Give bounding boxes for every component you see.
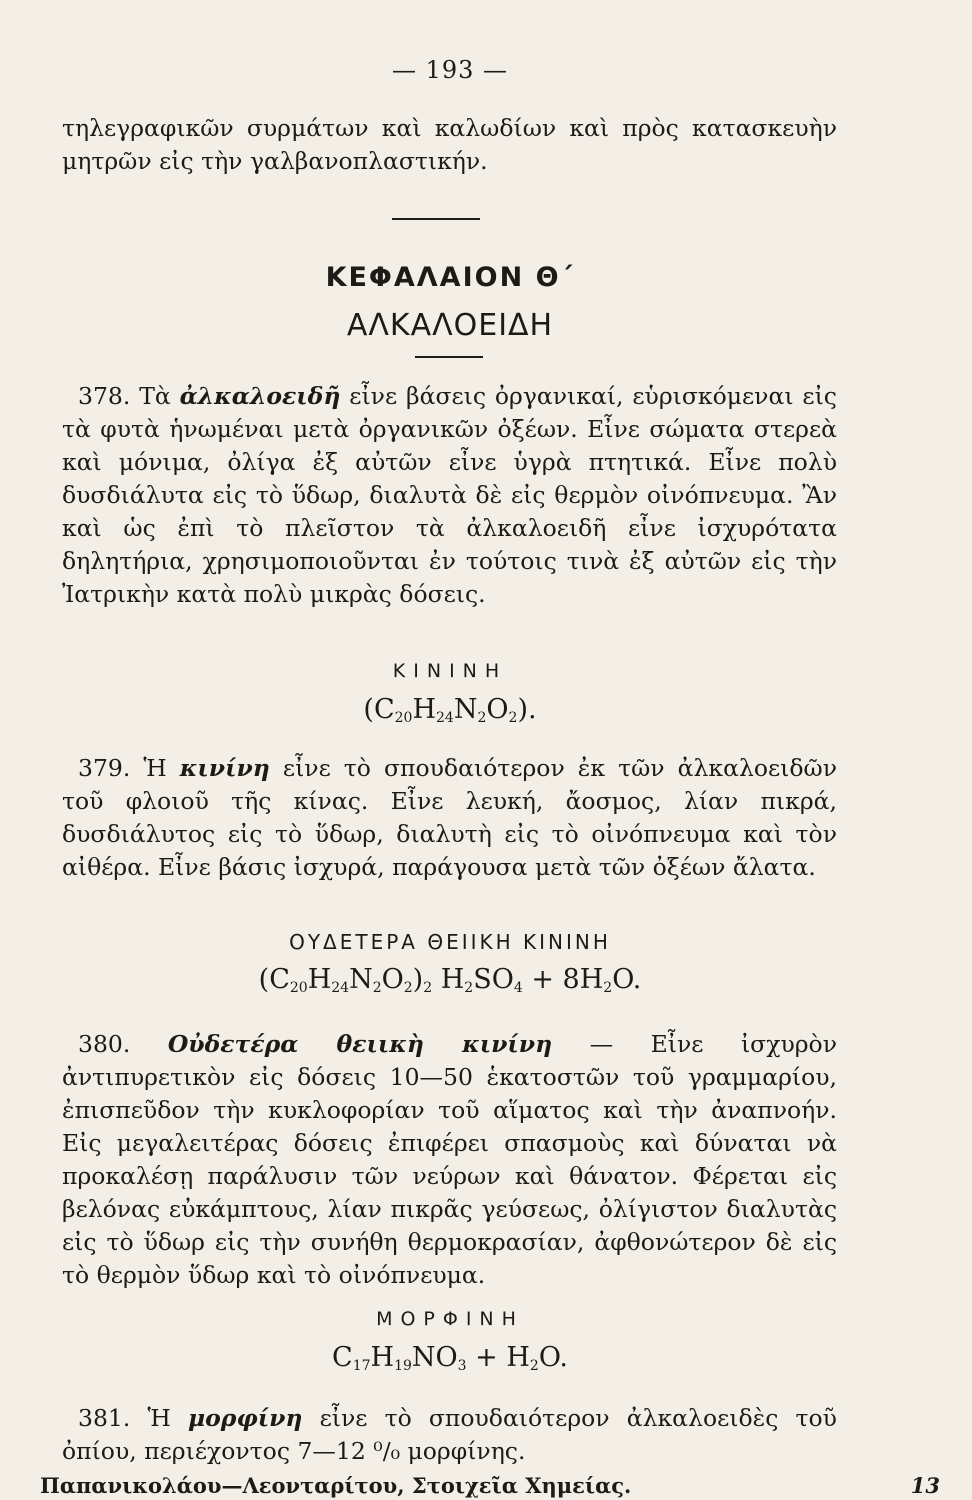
paragraph-text: εἶνε βάσεις ὀργανικαί, εὑρισκόμεναι εἰς τὰ φυτὰ ἡνωμέναι μετὰ ὀργανικῶν ὀξέων. Εἶνε σώματα στερεὰ καὶ μόνιμα, ὀλίγα ἐξ αὐτῶν εἶνε ὑγρὰ πτητικά. Εἶνε πολὺ δυσδιάλυτα εἰς τὸ ὕδωρ, διαλυτὰ δὲ εἰς θερμὸν οἰνόπνευμα. Ἂν καὶ ὡς ἐπὶ τὸ πλεῖστον τὰ ἀλκαλοειδῆ εἶνε ἰσχυρότατα δηλητήρια, χρησιμοποιοῦνται ἐν τούτοις τινὰ ἐξ αὐτῶν εἰς τὴν Ἰατρικὴν κατὰ πολὺ μικρὰς δόσεις. xyxy=(62,382,837,608)
paragraph-number: 381. xyxy=(78,1404,131,1432)
term-quinine: κινίνη xyxy=(179,754,270,782)
paragraph-text: εἶνε τὸ σπουδαιότερον ἀλκαλοειδὲς τοῦ ὀπίου, περιέχοντος 7—12 ⁰/₀ μορφίνης. xyxy=(62,1404,837,1465)
paragraph-text: — Εἶνε ἰσχυρὸν ἀντιπυρετικὸν εἰς δόσεις 10—50 ἑκατοστῶν τοῦ γραμμαρίου, ἐπισπεῦδον τὴν κυκλοφορίαν τοῦ αἵματος καὶ τὴν ἀναπνοήν. Εἰς μεγαλειτέρας δόσεις ἐπιφέρει σπασμοὺς καὶ δύναται νὰ προκαλέσῃ παράλυσιν τῶν νεύρων καὶ θάνατον. Φέρεται εἰς βελόνας εὐκάμπτους, λίαν πικρᾶς γεύσεως, ὀλίγιστον διαλυτὰς εἰς τὸ ὕδωρ εἰς τὴν συνήθη θερμοκρασίαν, ἀφθονώτερον δὲ εἰς τὸ θερμὸν ὕδωρ καὶ τὸ οἰνόπνευμα. xyxy=(62,1030,837,1289)
paragraph-381 xyxy=(62,1402,837,1468)
page-number: — 193 — xyxy=(391,56,509,84)
footer-citation: Παπανικολάου—Λεονταρίτου, Στοιχεῖα Χημείας. xyxy=(40,1473,632,1498)
section-heading-morphine: ΜΟΡΦΙΝΗ xyxy=(376,1308,524,1330)
paragraph-378 xyxy=(62,380,837,611)
section-heading-quinine: ΚΙΝΙΝΗ xyxy=(392,660,508,682)
paragraph-lead: Ἡ xyxy=(143,754,167,782)
term-alkaloids: ἀλκαλοειδῆ xyxy=(179,382,341,410)
paragraph-lead: Τὰ xyxy=(139,382,171,410)
intro-paragraph: τηλεγραφικῶν συρμάτων καὶ καλωδίων καὶ πρὸς κατασκευὴν μητρῶν εἰς τὴν γαλβανοπλαστικήν. xyxy=(62,114,837,175)
term-neutral-quinine-sulfate: Οὐδετέρα θειικὴ κινίνη xyxy=(167,1030,553,1058)
term-morphine: μορφίνη xyxy=(187,1404,303,1432)
signature-mark: 13 xyxy=(910,1473,940,1498)
separator-rule xyxy=(392,218,480,220)
chapter-title: ΚΕΦΑΛΑΙΟΝ Θ΄ xyxy=(325,262,575,293)
paragraph-lead: Ἡ xyxy=(147,1404,171,1432)
chapter-subtitle: ΑΛΚΑΛΟΕΙΔΗ xyxy=(346,308,554,343)
section-heading-neutral-sulfate: ΟΥΔΕΤΕΡΑ ΘΕΙΙΚΗ ΚΙΝΙΝΗ xyxy=(289,930,611,954)
formula-neutral-sulfate: $(C_{20}H_{24}N_2O_2)_2$ $H_2SO_4 + 8H_2O$. xyxy=(258,964,642,996)
paragraph-text: εἶνε τὸ σπουδαιότερον ἐκ τῶν ἀλκαλοειδῶν τοῦ φλοιοῦ τῆς κίνας. Εἶνε λευκή, ἄοσμος, λίαν πικρά, δυσδιάλυτος εἰς τὸ ὕδωρ, διαλυτὴ εἰς τὸ οἰνόπνευμα καὶ τὸν αἰθέρα. Εἶνε βάσις ἰσχυρά, παράγουσα μετὰ τῶν ὀξέων ἄλατα. xyxy=(62,754,837,881)
paragraph-380 xyxy=(62,1028,837,1292)
chapter-rule xyxy=(415,356,483,358)
paragraph-number: 379. xyxy=(78,754,131,782)
paragraph-379 xyxy=(62,752,837,884)
page-footer xyxy=(40,1473,940,1498)
formula-quinine: $(C_{20}H_{24}N_2O_2)$. xyxy=(363,694,537,726)
paragraph-number: 380. xyxy=(78,1030,131,1058)
paragraph-number: 378. xyxy=(78,382,131,410)
formula-morphine: $C_{17}H_{19}NO_3 + H_2O$. xyxy=(332,1342,568,1374)
